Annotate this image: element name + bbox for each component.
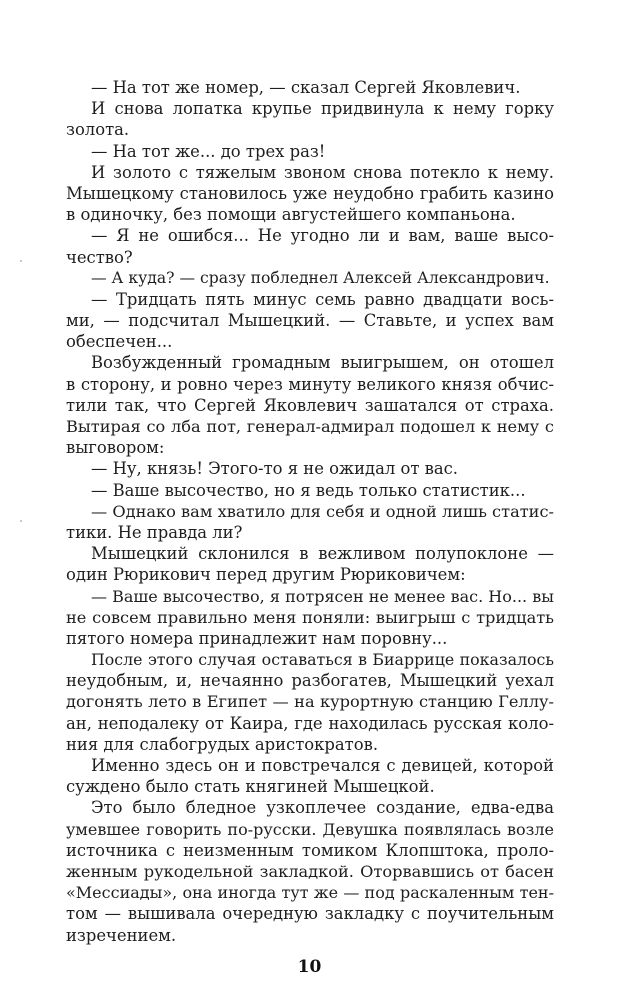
text-line: тики. Не правда ли? <box>66 522 243 542</box>
text-line: Мышецкий склонился в вежливом полупоклоне — <box>91 544 554 564</box>
text-line: — Я не ошибся... Не угодно ли и вам, ваше высо- <box>91 226 554 246</box>
text-line: умевшее говорить по-русски. Девушка появлялась возле <box>66 819 554 839</box>
text-line: — На тот же... до трех раз! <box>91 141 326 161</box>
text-line: — Ну, князь! Этого-то я не ожидал от вас. <box>91 459 459 479</box>
text-line: изречением. <box>66 925 177 945</box>
text-line: Вытирая со лба пот, генерал-адмирал подошел к нему с <box>66 417 554 436</box>
text-line: И золото с тяжелым звоном снова потекло к нему. <box>91 162 554 182</box>
text-line: том — вышивала очередную закладку с поучительным <box>66 904 554 924</box>
scan-speck <box>20 520 22 522</box>
text-line: — Ваше высочество, но я ведь только статистик... <box>91 480 526 500</box>
text-line: женным рукодельной закладкой. Оторвавшись от басен <box>66 861 554 881</box>
page-number: 10 <box>297 957 322 977</box>
text-line: — На тот же номер, — сказал Сергей Яковлевич. <box>91 78 521 97</box>
text-line: Мышецкому становилось уже неудобно грабить казино <box>66 183 554 203</box>
page-body-text <box>66 77 554 946</box>
text-line: ми, — подсчитал Мышецкий. — Ставьте, и успех вам <box>66 311 554 331</box>
text-line: не совсем правильно меня поняли: выигрыш с тридцать <box>66 607 554 627</box>
text-line: обеспечен... <box>66 332 173 352</box>
text-line: золота. <box>66 120 130 140</box>
text-line: пятого номера принадлежит нам поровну... <box>66 628 448 648</box>
text-line: — Тридцать пять минус семь равно двадцати вось- <box>91 289 554 309</box>
text-line: Именно здесь он и повстречался с девицей, которой <box>91 756 554 775</box>
text-line: догонять лето в Египет — на курортную станцию Геллу- <box>66 692 554 712</box>
text-line: Возбужденный громадным выигрышем, он отошел <box>91 353 554 373</box>
text-line: выговором: <box>66 438 165 458</box>
text-line: «Мессиады», она иногда тут же — под раскаленным тен- <box>66 883 554 903</box>
text-line: Это было бледное узкоплечее создание, едва-едва <box>91 798 554 818</box>
text-line: — Ваше высочество, я потрясен не менее вас. Но... вы <box>91 586 554 606</box>
text-line: ния для слабогрудых аристократов. <box>66 734 379 754</box>
text-line: в одиночку, без помощи августейшего компаньона. <box>66 205 516 225</box>
text-line: неудобным, и, нечаянно разбогатев, Мышецкий уехал <box>66 671 554 691</box>
text-line: — Однако вам хватило для себя и одной лишь статис- <box>91 501 554 521</box>
text-line: чество? <box>66 247 133 267</box>
text-line: в сторону, и ровно через минуту великого князя обчис- <box>66 374 554 394</box>
text-line: ан, неподалеку от Каира, где находилась русская коло- <box>66 713 554 733</box>
text-line: тили так, что Сергей Яковлевич зашатался от страха. <box>66 395 554 415</box>
text-line: источника с неизменным томиком Клопштока, проло- <box>66 840 554 860</box>
scan-speck <box>20 260 22 262</box>
text-line: После этого случая оставаться в Биаррице показалось <box>91 650 554 670</box>
text-line: И снова лопатка крупье придвинула к нему горку <box>91 99 554 119</box>
text-line: — А куда? — сразу побледнел Алексей Александрович. <box>91 268 550 287</box>
text-line: суждено было стать княгиней Мышецкой. <box>66 777 435 797</box>
text-line: один Рюрикович перед другим Рюриковичем: <box>66 565 466 585</box>
